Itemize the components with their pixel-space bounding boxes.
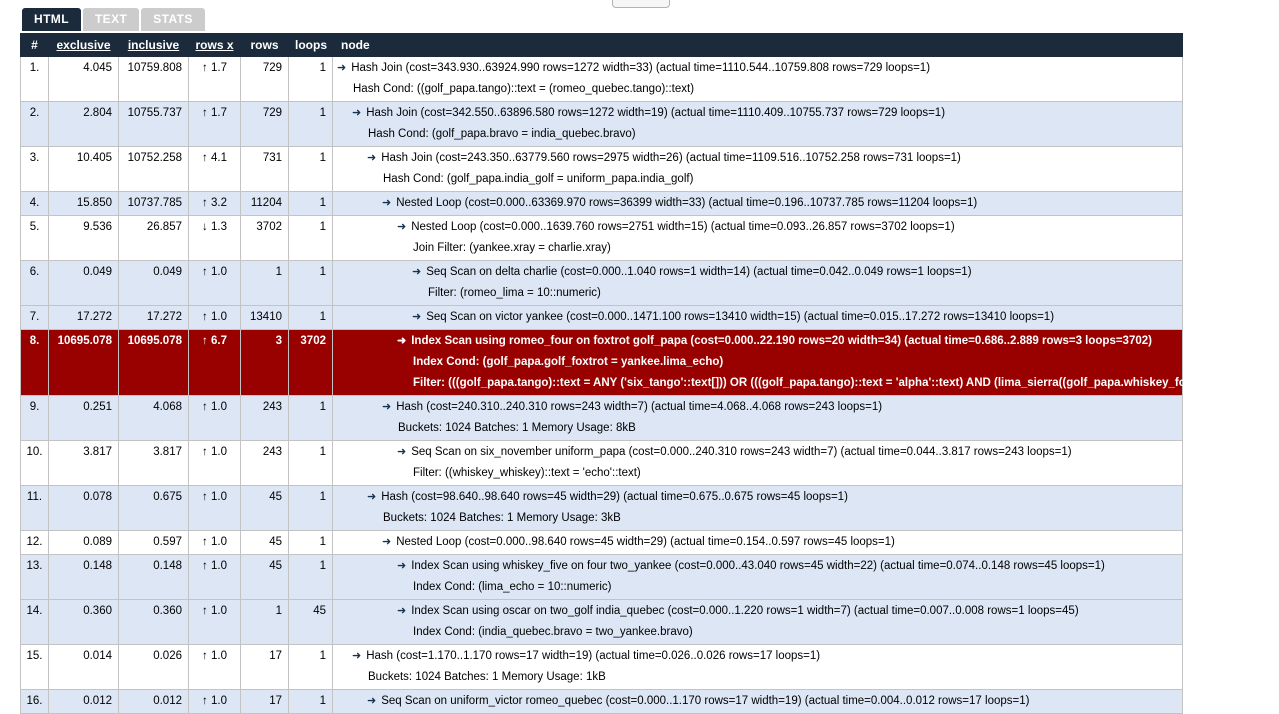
table-row[interactable] [21,600,1183,645]
rows-x-cell: ↑ 6.7 [189,330,241,396]
header-loops: loops [289,34,333,57]
inclusive-time-cell: 4.068 [119,396,189,441]
exclusive-time-cell: 4.045 [49,57,119,102]
node-cell [333,645,1183,690]
node-text: Index Cond: (india_quebec.bravo = two_yankee.bravo) [413,626,693,638]
loops-cell: 1 [289,147,333,192]
exclusive-time-cell: 10.405 [49,147,119,192]
node-text: Index Cond: (golf_papa.golf_foxtrot = yankee.lima_echo) [413,356,724,368]
node-cell [333,102,1183,147]
table-row[interactable] [21,216,1183,261]
row-number-cell: 8. [21,330,49,396]
rows-cell: 45 [241,531,289,555]
table-row[interactable] [21,57,1183,102]
table-row[interactable] [21,261,1183,306]
node-cell [333,306,1183,330]
sort-rows-x-link[interactable]: rows x [195,38,234,52]
node-cell [333,600,1183,645]
inclusive-time-cell: 10759.808 [119,57,189,102]
node-text: Hash Join (cost=243.350..63779.560 rows=2975 width=26) (actual time=1109.516..10752.258 rows=731 loops=1) [381,152,961,164]
node-text: Filter: ((whiskey_whiskey)::text = 'echo'::text) [413,467,641,479]
node-cell [333,261,1183,306]
node-text: Hash (cost=98.640..98.640 rows=45 width=29) (actual time=0.675..0.675 rows=45 loops=1) [381,491,848,503]
row-number-cell: 15. [21,645,49,690]
node-text: Hash (cost=1.170..1.170 rows=17 width=19) (actual time=0.026..0.026 rows=17 loops=1) [366,650,821,662]
rows-x-cell: ↑ 1.7 [189,57,241,102]
node-arrow-icon: ➜ [382,401,392,413]
node-text: Filter: (romeo_lima = 10::numeric) [428,287,601,299]
node-text: Seq Scan on victor yankee (cost=0.000..1471.100 rows=13410 width=15) (actual time=0.015..17.272 rows=13410 loops=1) [426,311,1055,323]
rows-cell: 45 [241,555,289,600]
inclusive-time-cell: 0.026 [119,645,189,690]
node-text: Index Scan using romeo_four on foxtrot golf_papa (cost=0.000..22.190 rows=20 width=34) (actual time=0.686..2.889 rows=3 loops=3702) [411,335,1152,347]
node-cell [333,396,1183,441]
header-node: node [333,34,1183,57]
rows-cell: 1 [241,261,289,306]
exclusive-time-cell: 0.012 [49,690,119,714]
node-cell [333,192,1183,216]
node-arrow-icon: ➜ [397,221,407,233]
node-arrow-icon: ➜ [397,605,407,617]
rows-cell: 13410 [241,306,289,330]
row-number-cell: 16. [21,690,49,714]
row-number-cell: 1. [21,57,49,102]
exclusive-time-cell: 0.049 [49,261,119,306]
table-row[interactable] [21,102,1183,147]
loops-cell: 1 [289,261,333,306]
node-detail-line [337,667,1178,688]
node-operation-line [337,601,1178,622]
exclusive-time-cell: 3.817 [49,441,119,486]
rows-cell: 3 [241,330,289,396]
node-cell [333,531,1183,555]
node-text: Buckets: 1024 Batches: 1 Memory Usage: 1kB [368,671,606,683]
loops-cell: 1 [289,57,333,102]
exclusive-time-cell: 17.272 [49,306,119,330]
node-operation-line [337,217,1178,238]
node-operation-line [337,148,1178,169]
loops-cell: 1 [289,306,333,330]
row-number-cell: 12. [21,531,49,555]
row-number-cell: 9. [21,396,49,441]
loops-cell: 45 [289,600,333,645]
node-cell [333,147,1183,192]
node-operation-line [337,103,1178,124]
inclusive-time-cell: 3.817 [119,441,189,486]
row-number-cell: 4. [21,192,49,216]
node-operation-line [337,307,1178,328]
node-operation-line [337,397,1178,418]
table-row[interactable] [21,396,1183,441]
node-operation-line [337,193,1178,214]
inclusive-time-cell: 0.360 [119,600,189,645]
loops-cell: 1 [289,690,333,714]
loops-cell: 1 [289,396,333,441]
node-arrow-icon: ➜ [352,107,362,119]
inclusive-time-cell: 26.857 [119,216,189,261]
node-detail-line [337,238,1178,259]
node-arrow-icon: ➜ [412,266,422,278]
rows-cell: 243 [241,396,289,441]
rows-x-cell: ↑ 3.2 [189,192,241,216]
row-number-cell: 7. [21,306,49,330]
node-text: Hash Join (cost=342.550..63896.580 rows=1272 width=19) (actual time=1110.409..10755.737 rows=729 loops=1) [366,107,946,119]
node-operation-line [337,691,1178,712]
node-cell [333,57,1183,102]
table-row[interactable] [21,531,1183,555]
rows-cell: 729 [241,102,289,147]
node-cell [333,555,1183,600]
inclusive-time-cell: 0.148 [119,555,189,600]
row-number-cell: 10. [21,441,49,486]
exclusive-time-cell: 0.078 [49,486,119,531]
rows-x-cell: ↑ 1.0 [189,486,241,531]
plan-table-body [21,57,1251,714]
node-detail-line [337,463,1178,484]
node-arrow-icon: ➜ [367,695,377,707]
exclusive-time-cell: 9.536 [49,216,119,261]
inclusive-time-cell: 17.272 [119,306,189,330]
table-row[interactable] [21,441,1183,486]
node-arrow-icon: ➜ [337,62,347,74]
plan-table-header [21,34,1183,57]
table-row[interactable] [21,306,1183,330]
row-number-cell: 6. [21,261,49,306]
row-number-cell: 3. [21,147,49,192]
row-number-cell: 5. [21,216,49,261]
view-tabs [22,8,205,31]
node-text: Buckets: 1024 Batches: 1 Memory Usage: 8kB [398,422,636,434]
table-row[interactable] [21,147,1183,192]
node-operation-line [337,58,1178,79]
rows-cell: 1 [241,600,289,645]
node-text: Seq Scan on delta charlie (cost=0.000..1.040 rows=1 width=14) (actual time=0.042..0.049 rows=1 loops=1) [426,266,972,278]
node-operation-line [337,556,1178,577]
rows-cell: 243 [241,441,289,486]
table-row[interactable] [21,555,1183,600]
truncated-top-button[interactable] [612,0,670,8]
loops-cell: 1 [289,441,333,486]
rows-cell: 3702 [241,216,289,261]
sort-inclusive-link[interactable]: inclusive [127,38,180,52]
rows-x-cell: ↑ 1.0 [189,306,241,330]
node-arrow-icon: ➜ [382,536,392,548]
rows-x-cell: ↑ 1.0 [189,531,241,555]
loops-cell: 1 [289,555,333,600]
node-text: Nested Loop (cost=0.000..1639.760 rows=2751 width=15) (actual time=0.093..26.857 rows=3702 loops=1) [411,221,955,233]
node-cell [333,441,1183,486]
row-number-cell: 2. [21,102,49,147]
inclusive-time-cell: 0.597 [119,531,189,555]
exclusive-time-cell: 0.014 [49,645,119,690]
header-rows: rows [241,34,289,57]
rows-x-cell: ↑ 1.0 [189,645,241,690]
node-cell [333,330,1251,396]
rows-cell: 11204 [241,192,289,216]
node-arrow-icon: ➜ [352,650,362,662]
header-rows-x [189,34,241,57]
node-arrow-icon: ➜ [397,560,407,572]
table-row[interactable] [21,645,1183,690]
rows-x-cell: ↑ 1.0 [189,441,241,486]
node-detail-line [337,373,1251,394]
table-row[interactable] [21,192,1183,216]
node-cell [333,216,1183,261]
node-arrow-icon: ➜ [412,311,422,323]
node-detail-line [337,508,1178,529]
loops-cell: 3702 [289,330,333,396]
rows-cell: 729 [241,57,289,102]
inclusive-time-cell: 10737.785 [119,192,189,216]
rows-x-cell: ↓ 1.3 [189,216,241,261]
node-arrow-icon: ➜ [382,197,392,209]
node-cell [333,690,1183,714]
node-operation-line [337,646,1178,667]
node-text: Index Cond: (lima_echo = 10::numeric) [413,581,612,593]
rows-cell: 45 [241,486,289,531]
loops-cell: 1 [289,531,333,555]
loops-cell: 1 [289,192,333,216]
inclusive-time-cell: 0.012 [119,690,189,714]
node-arrow-icon: ➜ [367,152,377,164]
rows-x-cell: ↑ 1.0 [189,555,241,600]
row-number-cell: 11. [21,486,49,531]
rows-cell: 731 [241,147,289,192]
tab-stats[interactable]: STATS [141,8,205,31]
node-detail-line [337,283,1178,304]
table-row[interactable] [21,486,1183,531]
node-text: Hash Cond: (golf_papa.india_golf = uniform_papa.india_golf) [383,173,694,185]
node-detail-line [337,577,1178,598]
sort-exclusive-link[interactable]: exclusive [56,38,111,52]
inclusive-time-cell: 10752.258 [119,147,189,192]
loops-cell: 1 [289,102,333,147]
node-text: Join Filter: (yankee.xray = charlie.xray) [413,242,611,254]
rows-x-cell: ↑ 1.0 [189,261,241,306]
node-operation-line [337,331,1178,352]
rows-x-cell: ↑ 1.0 [189,600,241,645]
node-arrow-icon: ➜ [397,335,407,347]
node-operation-line [337,262,1178,283]
node-operation-line [337,532,1178,553]
row-number-cell: 14. [21,600,49,645]
node-detail-line [337,352,1178,373]
inclusive-time-cell: 0.049 [119,261,189,306]
exclusive-time-cell: 15.850 [49,192,119,216]
node-text: Hash (cost=240.310..240.310 rows=243 width=7) (actual time=4.068..4.068 rows=243 loops=1) [396,401,883,413]
exclusive-time-cell: 2.804 [49,102,119,147]
rows-x-cell: ↑ 1.0 [189,396,241,441]
node-operation-line [337,442,1178,463]
exclusive-time-cell: 0.251 [49,396,119,441]
node-text: Index Scan using oscar on two_golf india_quebec (cost=0.000..1.220 rows=1 width=7) (actual time=0.007..0.008 rows=1 loops=45) [411,605,1079,617]
loops-cell: 1 [289,216,333,261]
node-detail-line [337,79,1178,100]
node-detail-line [337,124,1178,145]
header-num: # [21,34,49,57]
table-row[interactable] [21,690,1183,714]
inclusive-time-cell: 10755.737 [119,102,189,147]
inclusive-time-cell: 0.675 [119,486,189,531]
node-text: Index Scan using whiskey_five on four two_yankee (cost=0.000..43.040 rows=45 width=22) (actual time=0.074..0.148 rows=45 loops=1) [411,560,1105,572]
tab-text[interactable]: TEXT [83,8,139,31]
exclusive-time-cell: 0.360 [49,600,119,645]
node-arrow-icon: ➜ [397,446,407,458]
tab-html[interactable]: HTML [22,8,81,31]
node-arrow-icon: ➜ [367,491,377,503]
query-plan-table [20,33,1251,714]
rows-x-cell: ↑ 1.0 [189,690,241,714]
node-detail-line [337,622,1178,643]
node-text: Nested Loop (cost=0.000..98.640 rows=45 width=29) (actual time=0.154..0.597 rows=45 loops=1) [396,536,895,548]
inclusive-time-cell: 10695.078 [119,330,189,396]
table-row[interactable] [21,330,1183,396]
node-text: Seq Scan on six_november uniform_papa (cost=0.000..240.310 rows=243 width=7) (actual time=0.044..3.817 rows=243 loops=1) [411,446,1072,458]
node-text: Nested Loop (cost=0.000..63369.970 rows=36399 width=33) (actual time=0.196..10737.785 rows=11204 loops=1) [396,197,978,209]
row-number-cell: 13. [21,555,49,600]
header-inclusive [119,34,189,57]
node-operation-line [337,487,1178,508]
exclusive-time-cell: 0.089 [49,531,119,555]
node-detail-line [337,418,1178,439]
exclusive-time-cell: 10695.078 [49,330,119,396]
header-exclusive [49,34,119,57]
node-text: Hash Cond: ((golf_papa.tango)::text = (romeo_quebec.tango)::text) [353,83,695,95]
loops-cell: 1 [289,645,333,690]
node-text: Hash Join (cost=343.930..63924.990 rows=1272 width=33) (actual time=1110.544..10759.808 rows=729 loops=1) [351,62,931,74]
node-text: Buckets: 1024 Batches: 1 Memory Usage: 3kB [383,512,621,524]
exclusive-time-cell: 0.148 [49,555,119,600]
node-text: Seq Scan on uniform_victor romeo_quebec (cost=0.000..1.170 rows=17 width=19) (actual time=0.004..0.012 rows=17 loops=1) [381,695,1030,707]
rows-x-cell: ↑ 1.7 [189,102,241,147]
rows-x-cell: ↑ 4.1 [189,147,241,192]
node-text: Hash Cond: (golf_papa.bravo = india_quebec.bravo) [368,128,636,140]
loops-cell: 1 [289,486,333,531]
node-detail-line [337,169,1178,190]
rows-cell: 17 [241,690,289,714]
node-text: Filter: (((golf_papa.tango)::text = ANY ('six_tango'::text[])) OR (((golf_papa.tango)::text = 'alpha'::text) AND (lima_sierra((golf_papa.whiskey_foxtrot))::time [413,377,1251,389]
node-cell [333,486,1183,531]
rows-cell: 17 [241,645,289,690]
